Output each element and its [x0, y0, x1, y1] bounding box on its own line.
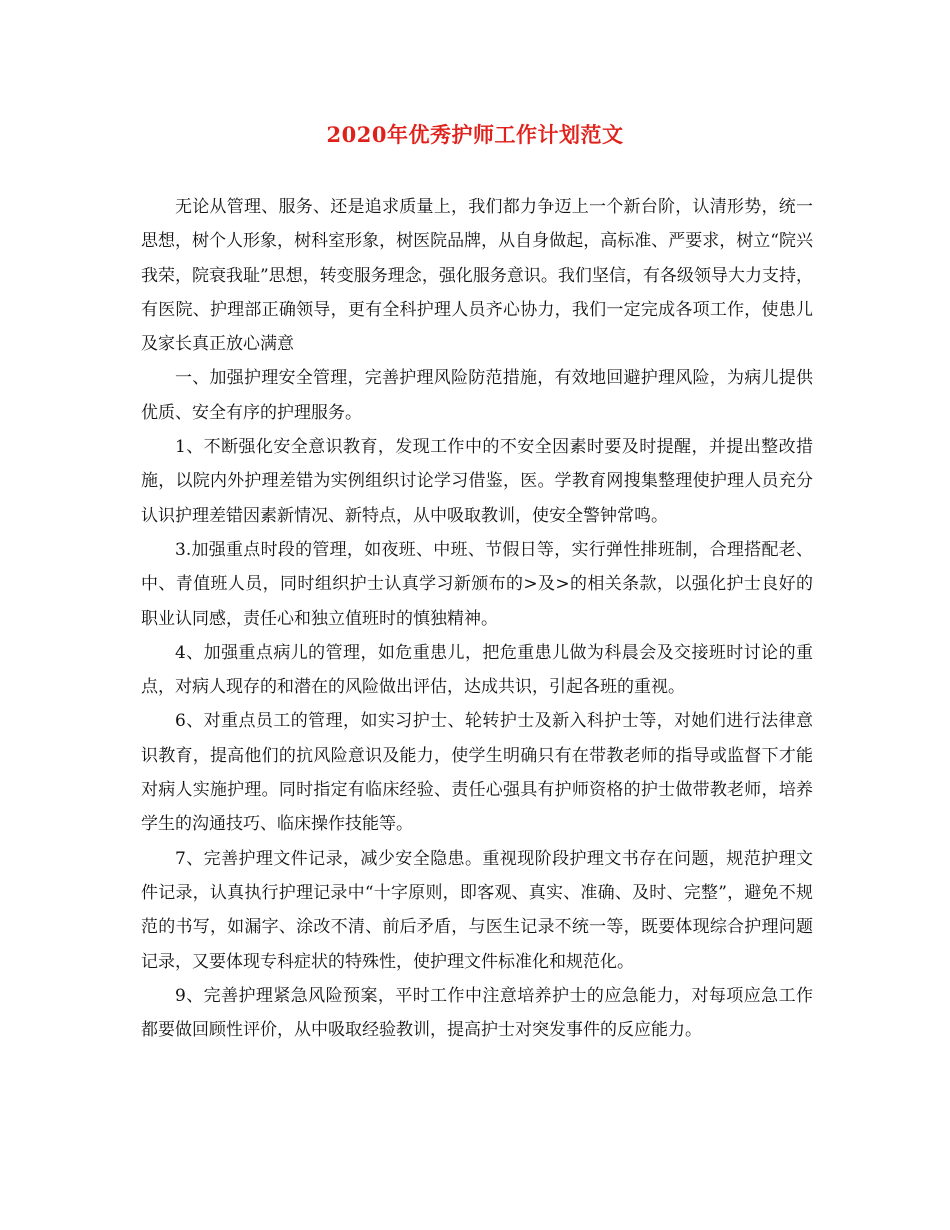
paragraph-item-7: 7、完善护理文件记录，减少安全隐患。重视现阶段护理文书存在问题，规范护理文件记录，认真执行护理记录中“十字原则，即客观、真实、准确、及时、完整”，避免不规范的书写，如漏字、涂改不清、前后矛盾，与医生记录不统一等，既要体现综合护理问题记录，又要体现专科症状的特殊性，使护理文件标准化和规范化。	[141, 848, 813, 972]
paragraph-item-9: 9、完善护理紧急风险预案，平时工作中注意培养护士的应急能力，对每项应急工作都要做回顾性评价，从中吸取经验教训，提高护士对突发事件的反应能力。	[141, 985, 813, 1041]
document-title: 2020年优秀护师工作计划范文	[326, 122, 624, 147]
paragraph-intro: 无论从管理、服务、还是追求质量上，我们都力争迈上一个新台阶，认清形势，统一思想，树个人形象，树科室形象，树医院品牌，从自身做起，高标准、严要求，树立“院兴我荣，院衰我耻”思想，转变服务理念，强化服务意识。我们坚信，有各级领导大力支持，有医院、护理部正确领导，更有全科护理人员齐心协力，我们一定完成各项工作，使患儿及家长真正放心满意	[141, 197, 813, 355]
document-body	[141, 190, 813, 1047]
paragraph-item-1: 1、不断强化安全意识教育，发现工作中的不安全因素时要及时提醒，并提出整改措施，以院内外护理差错为实例组织讨论学习借鉴，医。学教育网搜集整理使护理人员充分认识护理差错因素新情况、新特点，从中吸取教训，使安全警钟常鸣。	[141, 437, 813, 526]
paragraph-item-3: 3.加强重点时段的管理，如夜班、中班、节假日等，实行弹性排班制，合理搭配老、中、青值班人员，同时组织护士认真学习新颁布的>及>的相关条款，以强化护士良好的职业认同感，责任心和独立值班时的慎独精神。	[141, 539, 813, 629]
paragraph-item-6: 6、对重点员工的管理，如实习护士、轮转护士及新入科护士等，对她们进行法律意识教育，提高他们的抗风险意识及能力，使学生明确只有在带教老师的指导或监督下才能对病人实施护理。同时指定有临床经验、责任心强具有护师资格的护士做带教老师，培养学生的沟通技巧、临床操作技能等。	[141, 711, 813, 835]
paragraph-section-1: 一、加强护理安全管理，完善护理风险防范措施，有效地回避护理风险，为病儿提供优质、安全有序的护理服务。	[141, 368, 813, 423]
paragraph-item-4: 4、加强重点病儿的管理，如危重患儿，把危重患儿做为科晨会及交接班时讨论的重点，对病人现存的和潜在的风险做出评估，达成共识，引起各班的重视。	[141, 642, 813, 698]
